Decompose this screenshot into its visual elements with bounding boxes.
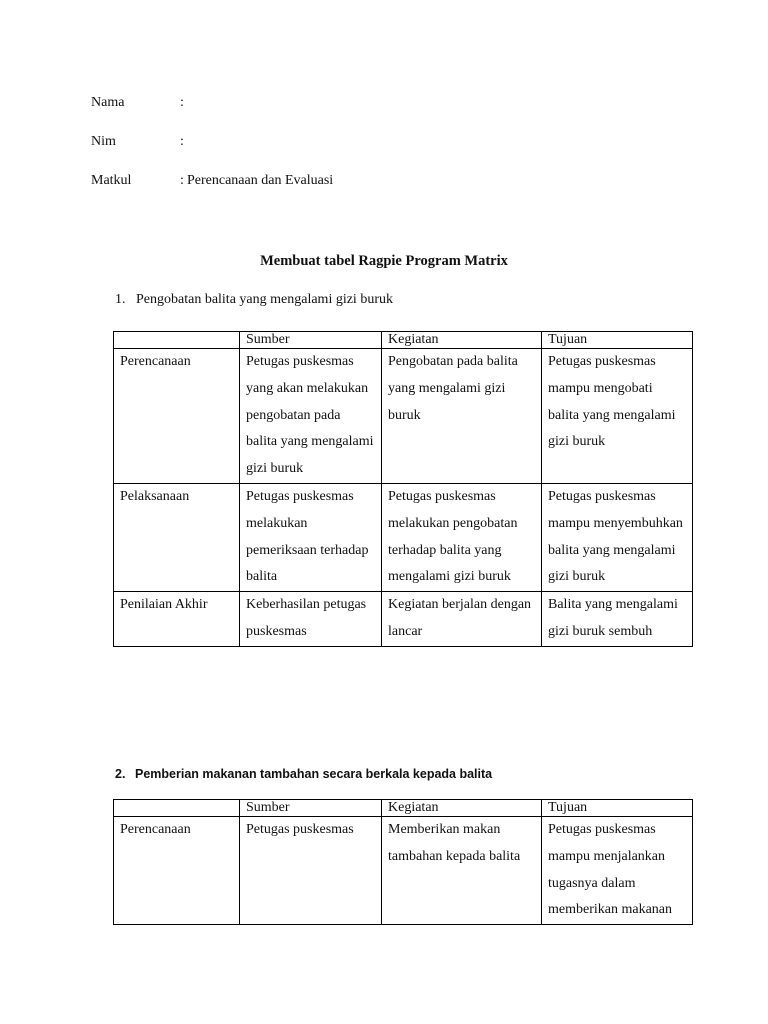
ragpie-table-2 bbox=[113, 799, 693, 925]
ragpie-table-1 bbox=[113, 331, 693, 647]
section-2-heading bbox=[115, 767, 492, 781]
info-nama-colon: : bbox=[180, 95, 184, 110]
header-cell-kegiatan: Kegiatan bbox=[382, 800, 542, 817]
table-cell-stage: Penilaian Akhir bbox=[114, 592, 240, 647]
document-title: Membuat tabel Ragpie Program Matrix bbox=[260, 253, 508, 269]
section-1-title: Pengobatan balita yang mengalami gizi buruk bbox=[136, 292, 393, 307]
section-2-number: 2. bbox=[115, 767, 126, 781]
table-cell-kegiatan: Pengobatan pada balita yang mengalami gizi buruk bbox=[382, 349, 542, 484]
info-matkul-value: Perencanaan dan Evaluasi bbox=[187, 173, 334, 188]
table-cell-tujuan: Petugas puskesmas mampu menyembuhkan balita yang mengalami gizi buruk bbox=[542, 483, 693, 591]
info-nim-colon: : bbox=[180, 134, 184, 149]
table-cell-sumber: Petugas puskesmas yang akan melakukan pengobatan pada balita yang mengalami gizi buruk bbox=[240, 349, 382, 484]
table-cell-kegiatan: Petugas puskesmas melakukan pengobatan terhadap balita yang mengalami gizi buruk bbox=[382, 483, 542, 591]
info-matkul-label: Matkul bbox=[91, 173, 132, 188]
table-cell-stage: Pelaksanaan bbox=[114, 483, 240, 591]
section-1-heading bbox=[115, 292, 393, 308]
info-nim-label: Nim bbox=[91, 134, 116, 149]
header-cell-sumber: Sumber bbox=[240, 800, 382, 817]
table-row bbox=[114, 349, 693, 484]
table-cell-kegiatan: Kegiatan berjalan dengan lancar bbox=[382, 592, 542, 647]
header-cell-empty bbox=[114, 800, 240, 817]
info-matkul-colon: : bbox=[180, 173, 184, 188]
table-header-row bbox=[114, 800, 693, 817]
table-cell-tujuan: Balita yang mengalami gizi buruk sembuh bbox=[542, 592, 693, 647]
table-cell-sumber: Petugas puskesmas bbox=[240, 817, 382, 925]
table-row bbox=[114, 483, 693, 591]
table-row bbox=[114, 592, 693, 647]
table-header-row bbox=[114, 332, 693, 349]
header-cell-empty bbox=[114, 332, 240, 349]
table-cell-tujuan: Petugas puskesmas mampu menjalankan tugasnya dalam memberikan makanan bbox=[542, 817, 693, 925]
header-cell-tujuan: Tujuan bbox=[542, 332, 693, 349]
table-cell-sumber: Keberhasilan petugas puskesmas bbox=[240, 592, 382, 647]
table-cell-kegiatan: Memberikan makan tambahan kepada balita bbox=[382, 817, 542, 925]
info-nama-label: Nama bbox=[91, 95, 125, 110]
section-2-title: Pemberian makanan tambahan secara berkala kepada balita bbox=[135, 767, 493, 781]
header-cell-kegiatan: Kegiatan bbox=[382, 332, 542, 349]
header-cell-tujuan: Tujuan bbox=[542, 800, 693, 817]
table-cell-sumber: Petugas puskesmas melakukan pemeriksaan terhadap balita bbox=[240, 483, 382, 591]
table-cell-stage: Perencanaan bbox=[114, 817, 240, 925]
section-1-number: 1. bbox=[115, 292, 126, 307]
table-cell-stage: Perencanaan bbox=[114, 349, 240, 484]
table-cell-tujuan: Petugas puskesmas mampu mengobati balita yang mengalami gizi buruk bbox=[542, 349, 693, 484]
table-row bbox=[114, 817, 693, 925]
header-cell-sumber: Sumber bbox=[240, 332, 382, 349]
